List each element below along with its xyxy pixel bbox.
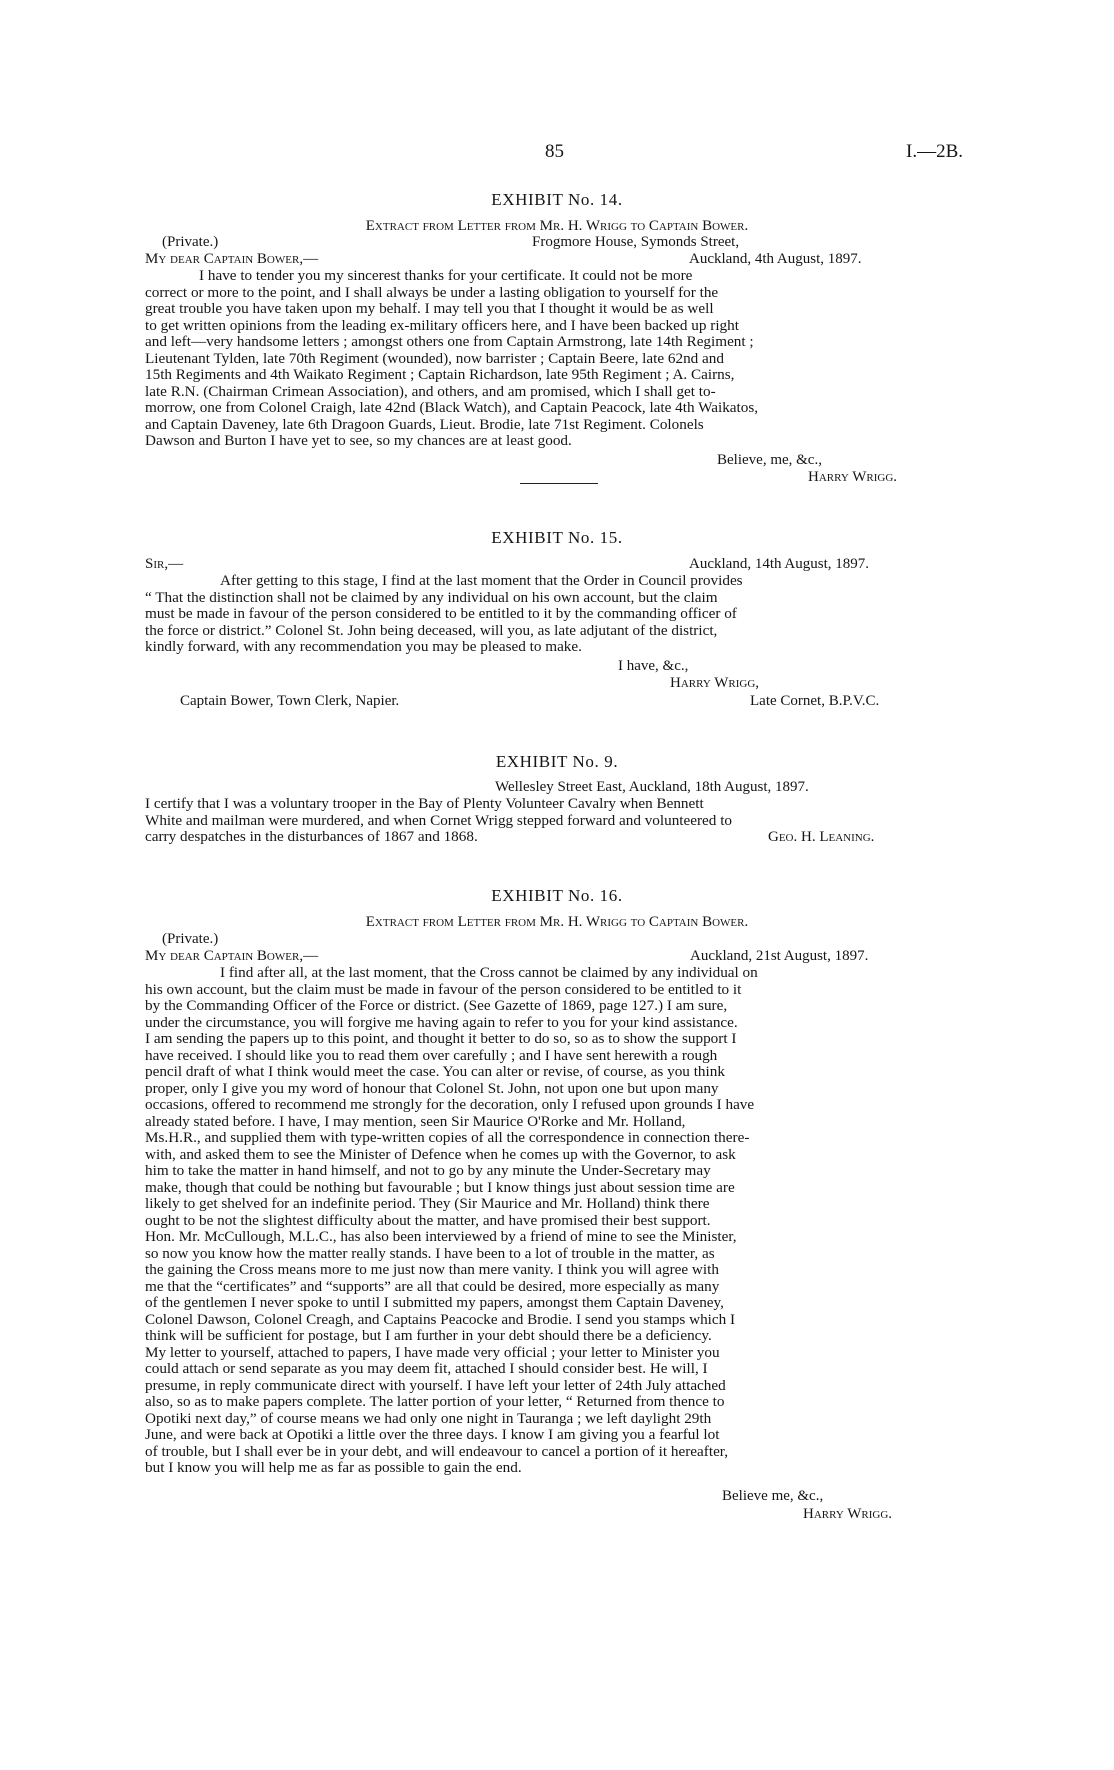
exhibit-16-line: have received. I should like you to read them over carefully ; and I have sent herewith a rough [145, 1046, 718, 1064]
exhibit-14-line: morrow, one from Colonel Craigh, late 42nd (Black Watch), and Captain Peacock, late 4th Waikatos, [145, 399, 759, 416]
exhibit-14-address-2: Auckland, 4th August, 1897. [689, 251, 862, 267]
exhibit-16-line: could attach or send separate as you may deem fit, attached I should consider best. He will, I [145, 1360, 708, 1377]
exhibit-16-line: me that the “certificates” and “supports” are all that could be desired, more especially as many [145, 1277, 720, 1295]
exhibit-16-line: of the gentlemen I never spoke to until I submitted my papers, amongst them Captain Daveney, [145, 1294, 724, 1311]
page-number: 85 [545, 141, 564, 162]
exhibit-15-title: EXHIBIT No. 15. [491, 528, 623, 547]
exhibit-15-address: Auckland, 14th August, 1897. [689, 556, 869, 572]
exhibit-16-line: June, and were back at Opotiki a little over the three days. I know I am giving you a fearful lot [145, 1426, 720, 1443]
exhibit-14-line: late R.N. (Chairman Crimean Association), and others, and am promised, which I shall get to- [145, 382, 716, 400]
exhibit-14-line: I have to tender you my sincerest thanks for your certificate. It could not be more [199, 267, 693, 284]
exhibit-14-private: (Private.) [162, 234, 219, 250]
exhibit-16-signature: Harry Wrigg. [803, 1506, 893, 1522]
exhibit-16-closing: Believe me, &c., [722, 1488, 824, 1504]
exhibit-14-address-1: Frogmore House, Symonds Street, [532, 234, 740, 250]
exhibit-16-line: but I know you will help me as far as possible to gain the end. [145, 1459, 522, 1476]
exhibit-14-line: 15th Regiments and 4th Waikato Regiment ; Captain Richardson, late 95th Regiment ; A. Cairns, [145, 366, 735, 383]
exhibit-16-line: Opotiki next day,” of course means we had only one night in Tauranga ; we left daylight 29th [145, 1409, 712, 1427]
section-divider [520, 483, 598, 484]
exhibit-16-line: also, so as to make papers complete. The latter portion of your letter, “ Returned from thence to [145, 1393, 725, 1410]
exhibit-9-address: Wellesley Street East, Auckland, 18th August, 1897. [495, 779, 809, 795]
exhibit-15-recipient: Captain Bower, Town Clerk, Napier. [180, 693, 400, 709]
exhibit-16-line: Colonel Dawson, Colonel Creagh, and Captains Peacocke and Brodie. I send you stamps which I [145, 1310, 736, 1328]
exhibit-15-line: “ That the distinction shall not be claimed by any individual on his own account, but the claim [145, 588, 718, 606]
exhibit-16-line: ought to be not the slightest difficulty about the matter, and have promised their best support. [145, 1211, 711, 1229]
exhibit-16-salutation: My dear Captain Bower,— [145, 948, 319, 964]
exhibit-14-salutation: My dear Captain Bower,— [145, 251, 319, 267]
exhibit-15-line: After getting to this stage, I find at the last moment that the Order in Council provides [220, 572, 743, 589]
exhibit-15-line: the force or district.” Colonel St. John being deceased, will you, as late adjutant of the district, [145, 621, 718, 639]
exhibit-16-line: My letter to yourself, attached to papers, I have made very official ; your letter to Minister you [145, 1343, 720, 1361]
exhibit-15-body [145, 573, 940, 656]
exhibit-16-private: (Private.) [162, 931, 219, 947]
exhibit-15-signature-title: Late Cornet, B.P.V.C. [750, 693, 880, 709]
exhibit-16-line: think will be sufficient for postage, but I am further in your debt should there be a deficiency. [145, 1327, 712, 1344]
exhibit-16-line: by the Commanding Officer of the Force or district. (See Gazette of 1869, page 127.) I am sure, [145, 997, 728, 1014]
exhibit-9-title: EXHIBIT No. 9. [495, 752, 619, 771]
exhibit-16-line: the gaining the Cross means more to me just now than mere vanity. I think you will agree with [145, 1261, 719, 1278]
exhibit-9-line: carry despatches in the disturbances of 1867 and 1868. [145, 828, 478, 845]
exhibit-16-line: under the circumstance, you will forgive me having again to refer to you for your kind assistance. [145, 1013, 738, 1031]
exhibit-14-title: EXHIBIT No. 14. [491, 190, 623, 209]
exhibit-14-line: to get written opinions from the leading ex-military officers here, and I have been backed up right [145, 316, 739, 334]
exhibit-16-subtitle: Extract from Letter from Mr. H. Wrigg to Captain Bower. [365, 914, 749, 930]
exhibit-16-line: with, and asked them to see the Minister of Defence when he comes up with the Governor, to ask [145, 1145, 736, 1163]
exhibit-16-line: of trouble, but I shall ever be in your debt, and will endeavour to cancel a portion of it hereafter, [145, 1442, 729, 1460]
exhibit-16-address: Auckland, 21st August, 1897. [690, 948, 869, 964]
exhibit-16-line: pencil draft of what I think would meet the case. You can alter or revise, of course, as you think [145, 1063, 725, 1080]
exhibit-14-line: and left—very handsome letters ; amongst others one from Captain Armstrong, late 14th Regiment ; [145, 333, 754, 350]
page-reference: I.—2B. [906, 141, 963, 162]
exhibit-16-line: make, though that could be nothing but favourable ; but I know things just about session time are [145, 1178, 735, 1196]
exhibit-16-line: so now you know how the matter really stands. I have been to a lot of trouble in the matter, as [145, 1244, 715, 1262]
exhibit-16-line: Hon. Mr. McCullough, M.L.C., has also been interviewed by a friend of mine to see the Minister, [145, 1228, 737, 1245]
exhibit-14-signature: Harry Wrigg. [808, 469, 898, 485]
exhibit-9-signature: Geo. H. Leaning. [768, 829, 875, 845]
exhibit-14-body [145, 268, 940, 450]
exhibit-16-line: his own account, but the claim must be made in favour of the person considered to be entitled to it [145, 980, 742, 998]
exhibit-16-line: already stated before. I have, I may mention, seen Sir Maurice O'Rorke and Mr. Holland, [145, 1112, 686, 1130]
exhibit-15-salutation: Sir,— [145, 556, 184, 572]
exhibit-14-line: correct or more to the point, and I shall always be under a lasting obligation to yourself for the [145, 283, 719, 301]
exhibit-14-subtitle: Extract from Letter from Mr. H. Wrigg to Captain Bower. [365, 218, 749, 234]
exhibit-14-line: great trouble you have taken upon my behalf. I may tell you that I thought it would be as well [145, 300, 714, 317]
exhibit-9-line: I certify that I was a voluntary trooper in the Bay of Plenty Volunteer Cavalry when Bennett [145, 795, 704, 812]
exhibit-16-body [145, 965, 940, 1477]
exhibit-16-line: I am sending the papers up to this point, and thought it better to do so, so as to show the support I [145, 1030, 737, 1047]
exhibit-16-line: occasions, offered to recommend me strongly for the decoration, only I refused upon grounds I have [145, 1096, 755, 1113]
exhibit-15-signature: Harry Wrigg, [670, 675, 760, 691]
exhibit-15-line: must be made in favour of the person considered to be entitled to it by the commanding officer of [145, 605, 737, 622]
exhibit-16-title: EXHIBIT No. 16. [491, 886, 623, 905]
exhibit-9-line: White and mailman were murdered, and when Cornet Wrigg stepped forward and volunteered to [145, 811, 733, 829]
exhibit-16-line: Ms.H.R., and supplied them with type-written copies of all the correspondence in connection there- [145, 1129, 750, 1146]
exhibit-16-line: likely to get shelved for an indefinite period. They (Sir Maurice and Mr. Holland) think there [145, 1195, 710, 1212]
exhibit-14-line: Lieutenant Tylden, late 70th Regiment (wounded), now barrister ; Captain Beere, late 62nd and [145, 349, 724, 367]
exhibit-14-closing: Believe, me, &c., [717, 452, 822, 468]
exhibit-16-line: I find after all, at the last moment, that the Cross cannot be claimed by any individual on [220, 964, 758, 981]
exhibit-16-line: him to take the matter in hand himself, and not to go by any minute the Under-Secretary may [145, 1162, 711, 1179]
exhibit-15-line: kindly forward, with any recommendation you may be pleased to make. [145, 638, 582, 655]
exhibit-16-line: proper, only I give you my word of honour that Colonel St. John, not upon one but upon many [145, 1079, 719, 1097]
exhibit-15-closing: I have, &c., [618, 658, 689, 674]
exhibit-16-line: presume, in reply communicate direct with yourself. I have left your letter of 24th July attached [145, 1376, 726, 1394]
exhibit-14-line: Dawson and Burton I have yet to see, so my chances are at least good. [145, 432, 572, 449]
exhibit-14-line: and Captain Daveney, late 6th Dragoon Guards, Lieut. Brodie, late 71st Regiment. Colonels [145, 415, 704, 433]
